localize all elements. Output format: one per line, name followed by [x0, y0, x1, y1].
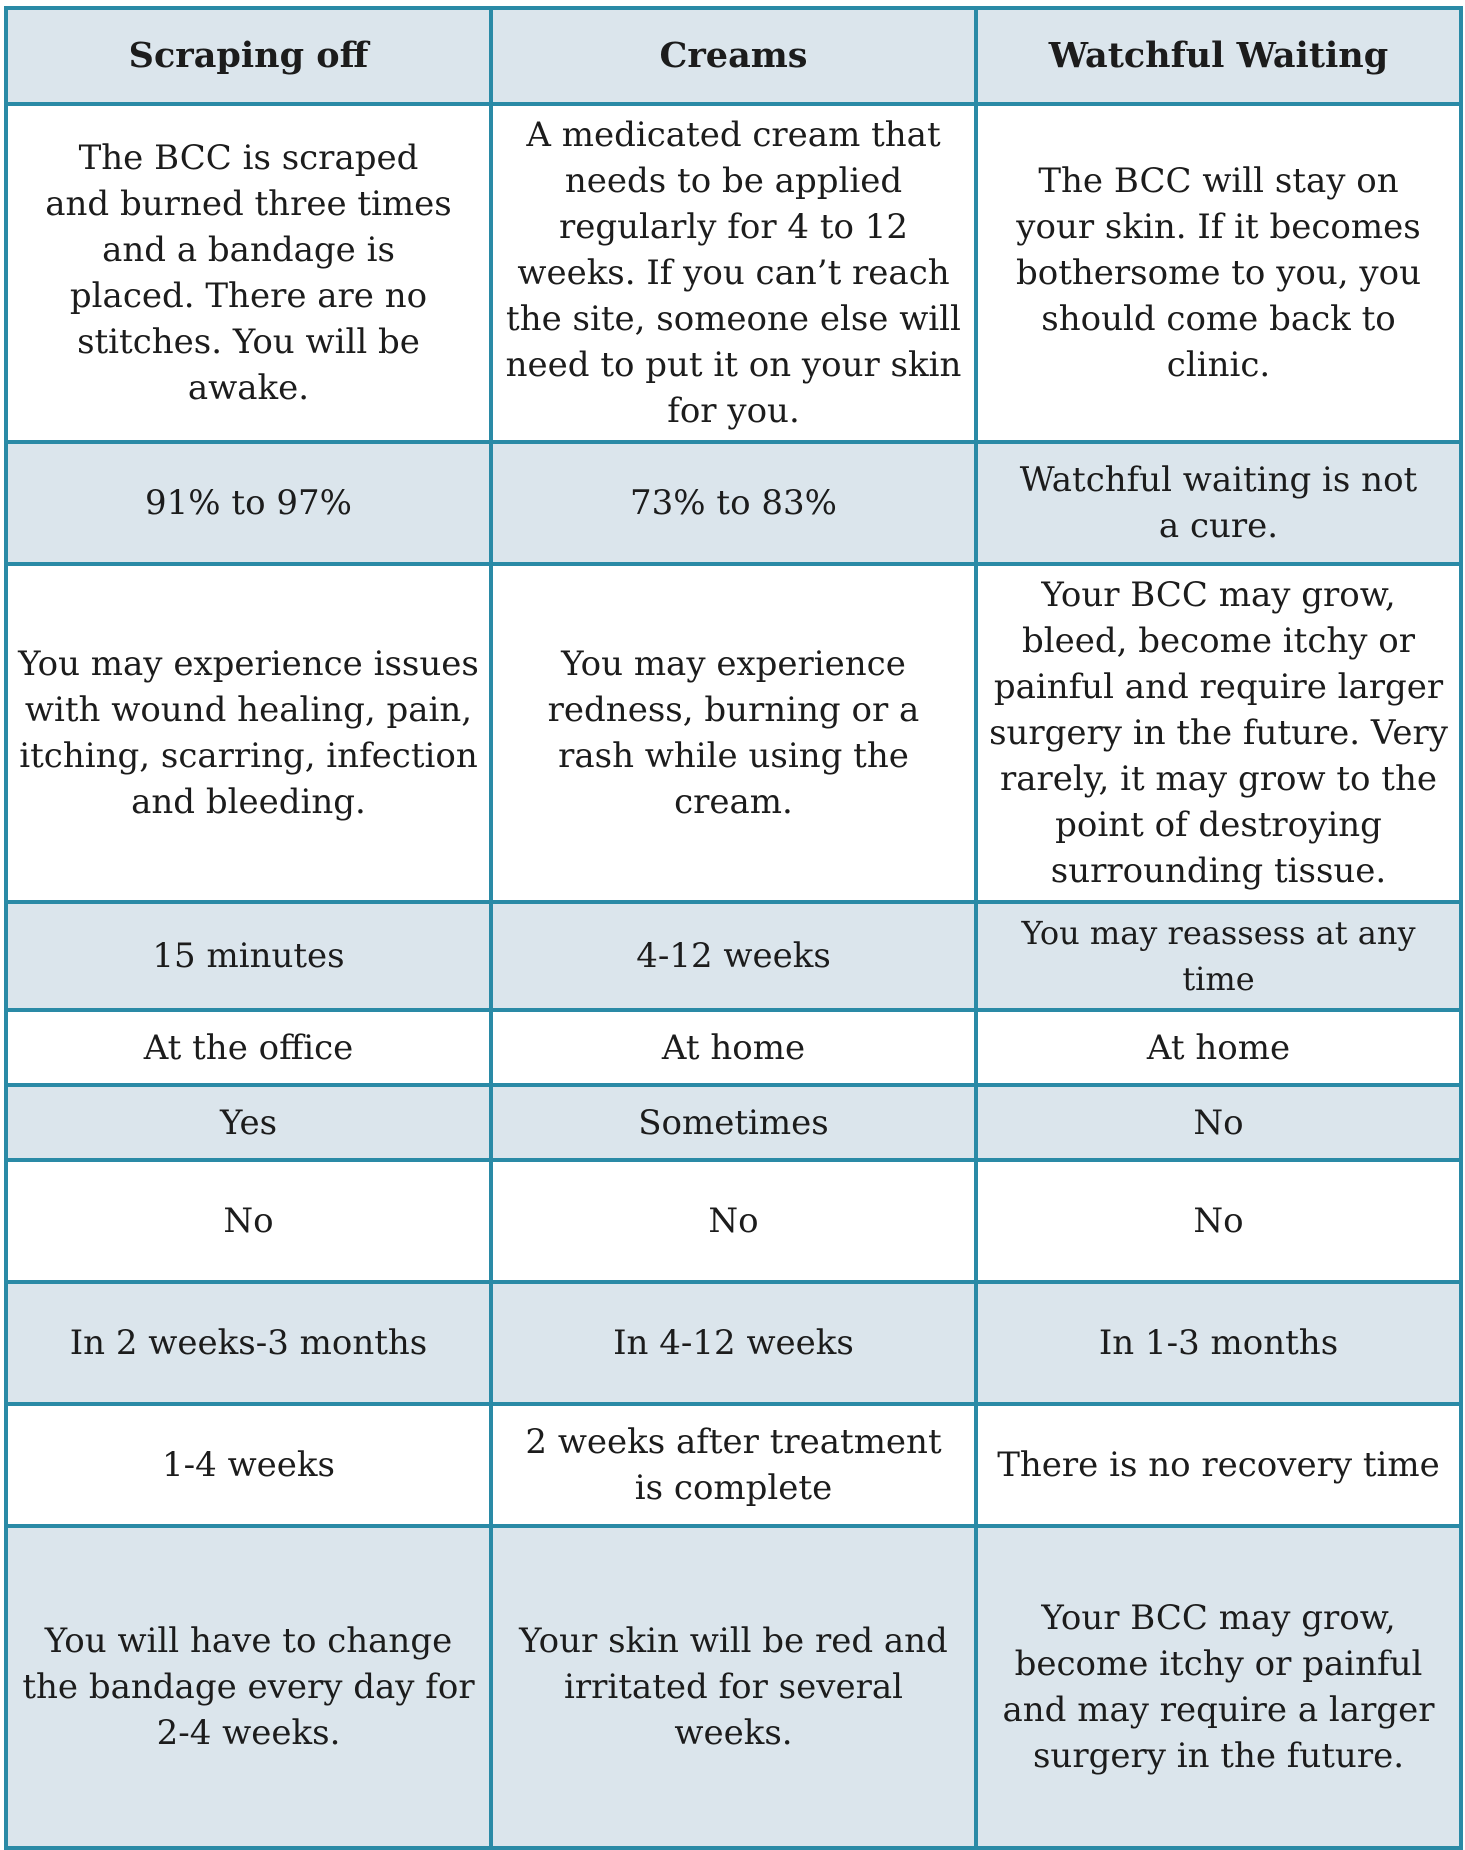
table-row-follow-up — [6, 1282, 1461, 1404]
cell-recovery-scraping: 1-4 weeks — [6, 1404, 491, 1526]
cell-location-waiting: At home — [976, 1010, 1461, 1085]
cell-aftercare-creams: Your skin will be red and irritated for several weeks. — [491, 1526, 976, 1848]
cell-aftercare-waiting: Your BCC may grow, become itchy or painful and may require a larger surgery in the future. — [976, 1526, 1461, 1848]
cell-stitches-scraping: No — [6, 1160, 491, 1282]
cell-risks-scraping: You may experience issues with wound healing, pain, itching, scarring, infection and bleeding. — [6, 564, 491, 902]
table-row-aftercare — [6, 1526, 1461, 1848]
cell-numbing-scraping: Yes — [6, 1085, 491, 1160]
cell-follow-up-waiting: In 1-3 months — [976, 1282, 1461, 1404]
cell-duration-scraping: 15 minutes — [6, 902, 491, 1010]
cell-risks-waiting: Your BCC may grow, bleed, become itchy or painful and require larger surgery in the future. Very rarely, it may grow to the point of destroying surrounding tissue. — [976, 564, 1461, 902]
cell-duration-waiting: You may reassess at any time — [976, 902, 1461, 1010]
cell-description-creams: A medicated cream that needs to be applied regularly for 4 to 12 weeks. If you can’t reach the site, someone else will need to put it on your skin for you. — [491, 104, 976, 442]
cell-aftercare-scraping: You will have to change the bandage every day for 2-4 weeks. — [6, 1526, 491, 1848]
table-row-location — [6, 1010, 1461, 1085]
table-row-stitches — [6, 1160, 1461, 1282]
cell-follow-up-creams: In 4-12 weeks — [491, 1282, 976, 1404]
cell-cure-rate-scraping: 91% to 97% — [6, 442, 491, 564]
table-row-duration — [6, 902, 1461, 1010]
cell-stitches-creams: No — [491, 1160, 976, 1282]
cell-numbing-waiting: No — [976, 1085, 1461, 1160]
table-row-numbing — [6, 1085, 1461, 1160]
cell-recovery-creams: 2 weeks after treatment is complete — [491, 1404, 976, 1526]
cell-recovery-waiting: There is no recovery time — [976, 1404, 1461, 1526]
cell-description-waiting: The BCC will stay on your skin. If it becomes bothersome to you, you should come back to clinic. — [976, 104, 1461, 442]
header-scraping-off: Scraping off — [6, 8, 491, 104]
cell-risks-creams: You may experience redness, burning or a rash while using the cream. — [491, 564, 976, 902]
cell-follow-up-scraping: In 2 weeks-3 months — [6, 1282, 491, 1404]
header-creams: Creams — [491, 8, 976, 104]
cell-duration-creams: 4-12 weeks — [491, 902, 976, 1010]
cell-location-scraping: At the office — [6, 1010, 491, 1085]
header-row — [6, 8, 1461, 104]
table-row-cure-rate — [6, 442, 1461, 564]
cell-numbing-creams: Sometimes — [491, 1085, 976, 1160]
table-row-risks — [6, 564, 1461, 902]
cell-cure-rate-waiting: Watchful waiting is not a cure. — [976, 442, 1461, 564]
cell-stitches-waiting: No — [976, 1160, 1461, 1282]
table-row-recovery — [6, 1404, 1461, 1526]
header-watchful-waiting: Watchful Waiting — [976, 8, 1461, 104]
cell-cure-rate-creams: 73% to 83% — [491, 442, 976, 564]
cell-location-creams: At home — [491, 1010, 976, 1085]
treatment-comparison-table — [4, 6, 1463, 1850]
cell-description-scraping: The BCC is scraped and burned three times and a bandage is placed. There are no stitches. You will be awake. — [6, 104, 491, 442]
table-row-description — [6, 104, 1461, 442]
